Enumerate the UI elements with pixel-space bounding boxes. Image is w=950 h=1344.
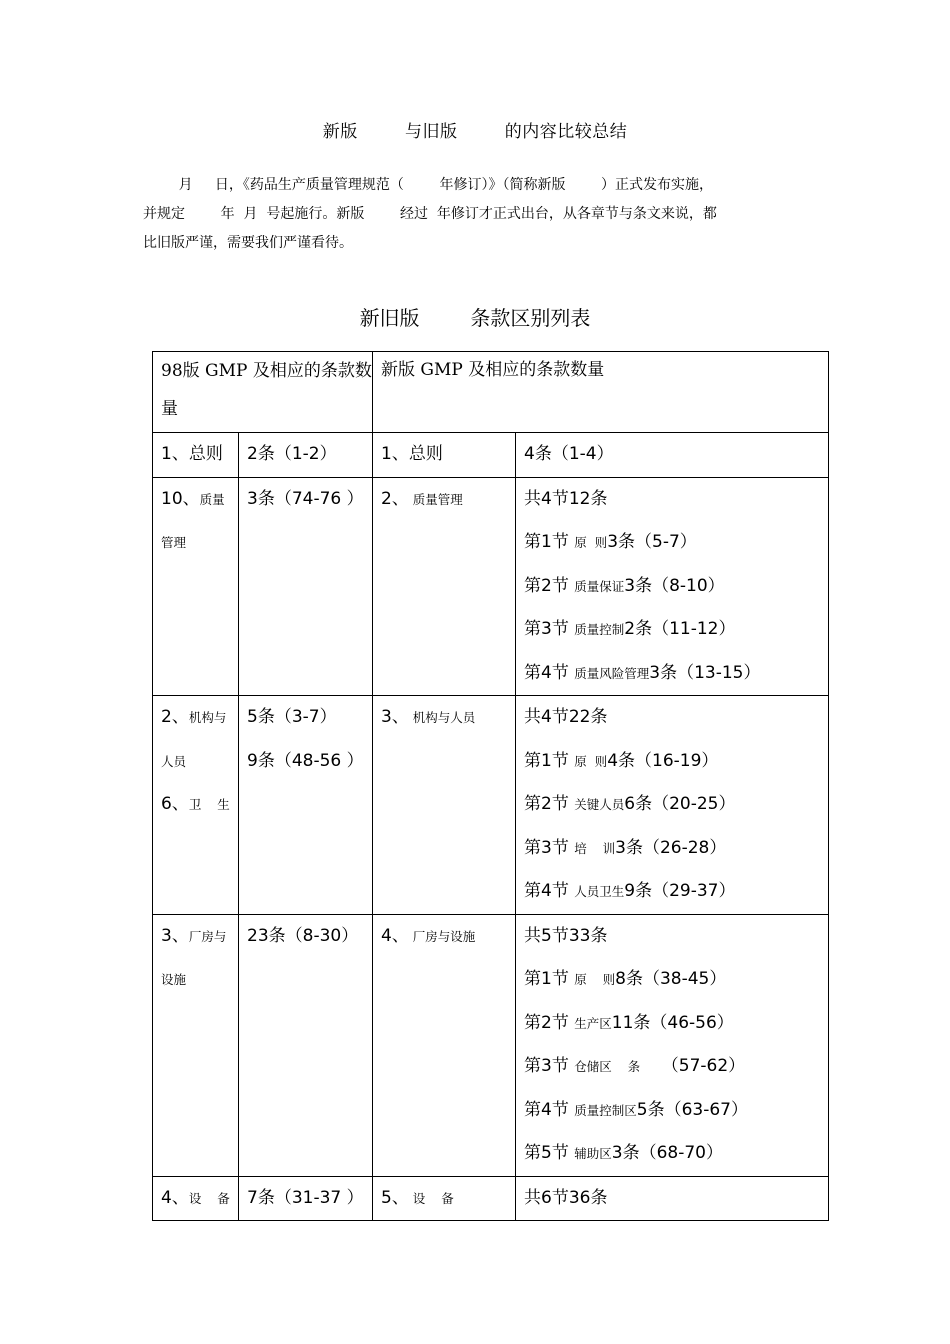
section-name: 原 则 [574, 535, 608, 550]
chapter-text: 、 [171, 1187, 189, 1208]
new-chapter-line [381, 478, 515, 522]
table-row [153, 477, 829, 696]
old-chapter-line [161, 433, 238, 477]
new-chapter-line [381, 433, 515, 477]
old-chapter-line [161, 958, 238, 1002]
section-lead: 共4节12条 [524, 488, 608, 509]
old-count-cell [239, 1176, 373, 1221]
chapter-number: 3 [381, 707, 392, 727]
chapter-text: 、 [391, 707, 409, 727]
section-line [524, 870, 828, 914]
section-line [524, 958, 828, 1002]
section-line [524, 740, 828, 784]
section-count: 4条（16-19） [607, 750, 719, 771]
chapter-number: 1 [381, 444, 392, 464]
section-count: 3条（13-15） [649, 662, 761, 683]
chapter-name: 机构与人员 [408, 710, 476, 725]
new-sections-cell [516, 696, 829, 915]
comparison-table [152, 351, 829, 1221]
new-chapter-cell [373, 477, 516, 696]
section-count: 11条（46-56） [611, 1012, 734, 1033]
section-name: 原 则 [574, 972, 616, 987]
section-lead: 第1节 [524, 750, 575, 771]
old-count-line [247, 696, 372, 740]
header-new-gmp [373, 352, 829, 433]
chapter-text: 、 [391, 488, 409, 509]
old-count-line [247, 740, 372, 784]
old-count-cell [239, 433, 373, 478]
chapter-name: 厂房与 [188, 928, 227, 944]
intro-line-2: 并规定 年 月 号起施行。新版 经过 年修订才正式出台，从各章节与条文来说，都 [143, 206, 717, 222]
chapter-number: 4 [381, 925, 392, 946]
section-line [524, 915, 828, 959]
section-lead: 共4节22条 [524, 707, 608, 727]
section-line [524, 565, 828, 609]
table-row [153, 1176, 829, 1221]
chapter-text: 、 [171, 707, 189, 727]
intro-line-3: 比旧版严谨，需要我们严谨看待。 [143, 235, 353, 251]
section-name: 关键人员 [574, 797, 625, 812]
old-chapter-line [161, 478, 238, 522]
section-count: （57-62） [640, 1056, 746, 1076]
section-lead: 第2节 [524, 794, 575, 814]
intro-line-1: 月 日，《药品生产质量管理规范（ 年修订）》（简称新版 ）正式发布实施， [143, 177, 714, 193]
old-chapter-line [161, 696, 238, 740]
section-lead: 第4节 [524, 1099, 575, 1120]
section-count: 6条（20-25） [624, 794, 736, 814]
table-row [153, 696, 829, 915]
section-name: 仓储区 条 [574, 1059, 641, 1074]
new-sections-cell [516, 914, 829, 1176]
section-count: 5条（63-67） [636, 1099, 748, 1120]
section-name: 质量保证 [574, 578, 625, 594]
section-name: 辅助区 [574, 1146, 612, 1161]
old-count-cell [239, 696, 373, 915]
chapter-text: 、 [171, 925, 189, 946]
section-line [524, 1045, 828, 1089]
chapter-text: 、 [182, 488, 200, 509]
new-chapter-line [381, 915, 515, 959]
section-count: 9条（29-37） [624, 881, 736, 901]
section-name: 培 训 [574, 840, 616, 856]
new-sections-cell [516, 477, 829, 696]
new-sections-cell [516, 433, 829, 478]
chapter-name: 设施 [161, 972, 187, 987]
old-chapter-cell [153, 477, 239, 696]
section-line [524, 1177, 828, 1221]
section-count: 3条（68-70） [611, 1143, 723, 1163]
old-count-line [247, 915, 372, 959]
chapter-number: 3 [161, 925, 172, 946]
section-line [524, 608, 828, 652]
section-count: 3条（26-28） [615, 837, 727, 858]
old-chapter-line [161, 1177, 238, 1221]
section-lead: 第2节 [524, 1012, 575, 1033]
old-chapter-line [161, 521, 238, 565]
old-count-cell [239, 914, 373, 1176]
section-lead: 4条（1-4） [524, 444, 614, 464]
chapter-text: 、 [391, 1187, 409, 1208]
chapter-number: 10 [161, 488, 183, 509]
section-lead: 第4节 [524, 881, 575, 901]
chapter-number: 6 [161, 794, 172, 814]
chapter-number: 4 [161, 1187, 172, 1208]
old-count-line [247, 433, 372, 477]
new-chapter-cell [373, 433, 516, 478]
section-line [524, 433, 828, 477]
section-line [524, 478, 828, 522]
section-lead: 共5节33条 [524, 925, 608, 946]
old-chapter-cell [153, 696, 239, 915]
header-old-gmp [153, 352, 373, 433]
section-line [524, 1002, 828, 1046]
chapter-text: 、总则 [171, 444, 223, 464]
clause-count: 9条（48-56 ） [247, 750, 364, 771]
section-name: 人员卫生 [574, 884, 625, 899]
clause-count: 7条（31-37 ） [247, 1187, 364, 1208]
old-count-cell [239, 477, 373, 696]
old-count-line [247, 1177, 372, 1221]
section-name: 质量控制区 [574, 1102, 637, 1118]
section-count: 3条（5-7） [607, 532, 697, 552]
section-count: 8条（38-45） [615, 969, 727, 989]
clause-count: 2条（1-2） [247, 444, 337, 464]
section-lead: 第3节 [524, 1056, 575, 1076]
section-line [524, 827, 828, 871]
table-header-row [153, 352, 829, 433]
section-line [524, 1089, 828, 1133]
table-row [153, 433, 829, 478]
old-chapter-cell [153, 433, 239, 478]
section-lead: 第2节 [524, 575, 575, 596]
clause-count: 23条（8-30） [247, 925, 359, 946]
table-row [153, 914, 829, 1176]
clause-count: 3条（74-76 ） [247, 488, 364, 509]
chapter-name: 设 备 [408, 1190, 454, 1206]
chapter-name: 厂房与设施 [408, 928, 476, 944]
chapter-name: 人员 [161, 753, 187, 769]
new-sections-cell [516, 1176, 829, 1221]
section-line [524, 696, 828, 740]
header-old-gmp-label: 98版 GMP 及相应的条款数量 [161, 361, 372, 419]
chapter-number: 2 [161, 707, 172, 727]
chapter-name: 质量管理 [408, 491, 463, 507]
new-chapter-line [381, 696, 515, 740]
document-title: 新版 与旧版 的内容比较总结 [322, 122, 628, 142]
section-lead: 共6节36条 [524, 1187, 608, 1208]
old-count-line [247, 478, 372, 522]
chapter-text: 、 [391, 925, 409, 946]
section-line [524, 521, 828, 565]
section-lead: 第5节 [524, 1143, 575, 1163]
chapter-text: 、总则 [391, 444, 443, 464]
new-chapter-cell [373, 914, 516, 1176]
section-name: 质量风险管理 [574, 665, 650, 681]
section-count: 2条（11-12） [624, 619, 736, 639]
new-chapter-cell [373, 1176, 516, 1221]
chapter-number: 5 [381, 1187, 392, 1208]
old-chapter-line [161, 915, 238, 959]
section-lead: 第3节 [524, 619, 575, 639]
section-lead: 第1节 [524, 969, 575, 989]
chapter-number: 1 [161, 444, 172, 464]
old-chapter-cell [153, 914, 239, 1176]
section-line [524, 652, 828, 696]
section-count: 3条（8-10） [624, 575, 725, 596]
section-line [524, 783, 828, 827]
chapter-name: 质量 [199, 491, 225, 507]
chapter-name: 设 备 [188, 1190, 230, 1206]
old-chapter-cell [153, 1176, 239, 1221]
section-name: 原 则 [574, 753, 608, 769]
section-lead: 第4节 [524, 662, 575, 683]
old-chapter-line [161, 740, 238, 784]
section-line [524, 1132, 828, 1176]
new-chapter-cell [373, 696, 516, 915]
chapter-name: 管理 [161, 535, 187, 550]
chapter-name: 卫 生 [188, 797, 230, 812]
table-title: 新旧版 条款区别列表 [359, 306, 591, 330]
section-name: 质量控制 [574, 622, 625, 637]
clause-count: 5条（3-7） [247, 707, 337, 727]
section-lead: 第1节 [524, 532, 575, 552]
new-chapter-line [381, 1177, 515, 1221]
section-name: 生产区 [574, 1015, 612, 1031]
chapter-text: 、 [171, 794, 189, 814]
section-lead: 第3节 [524, 837, 575, 858]
header-new-gmp-label: 新版 GMP 及相应的条款数量 [381, 360, 605, 380]
chapter-number: 2 [381, 488, 392, 509]
old-chapter-line [161, 783, 238, 827]
chapter-name: 机构与 [188, 710, 227, 725]
